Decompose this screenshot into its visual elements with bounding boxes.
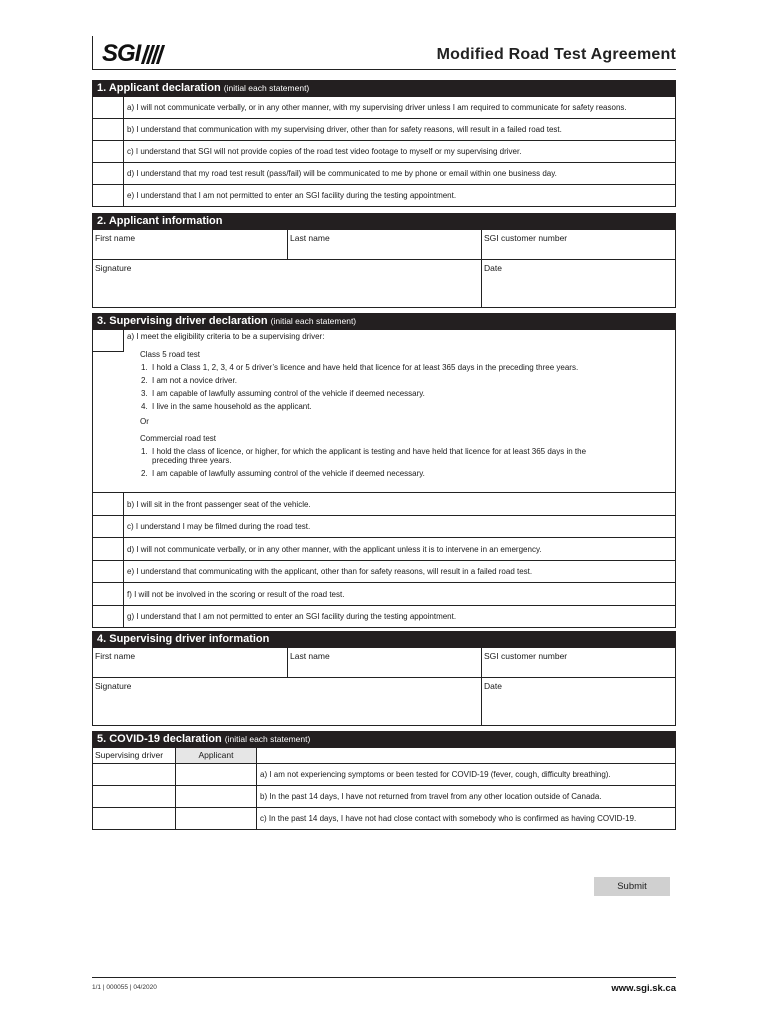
covid-row-b bbox=[92, 786, 676, 808]
statement-text: c) In the past 14 days, I have not had close contact with somebody who is confirmed as having COVID-19. bbox=[260, 814, 637, 823]
applicant-initial-field-5c[interactable] bbox=[176, 808, 257, 829]
field-label: First name bbox=[95, 233, 136, 243]
driver-last-name-field[interactable] bbox=[288, 648, 482, 677]
declaration-row-b bbox=[92, 493, 676, 516]
declaration-row-f bbox=[92, 583, 676, 606]
section-1-header bbox=[92, 80, 676, 97]
column-header-blank bbox=[257, 748, 675, 763]
eligibility-intro: a) I meet the eligibility criteria to be a supervising driver: bbox=[127, 332, 325, 341]
supervising-initial-field-5b[interactable] bbox=[93, 786, 176, 807]
covid-column-headers bbox=[92, 748, 676, 764]
section-4-header bbox=[92, 631, 676, 648]
applicant-customer-number-field[interactable] bbox=[482, 230, 675, 259]
declaration-row-d bbox=[92, 163, 676, 185]
driver-date-field[interactable] bbox=[482, 678, 675, 725]
applicant-name-row bbox=[92, 230, 676, 260]
document-title: Modified Road Test Agreement bbox=[436, 46, 676, 63]
section-supervising-driver-information bbox=[92, 631, 676, 726]
commercial-title: Commercial road test bbox=[140, 434, 217, 443]
statement-text: b) I understand that communication with my supervising driver, other than for safety reasons, will result in a failed road test. bbox=[127, 125, 562, 134]
logo-text: SGI bbox=[102, 40, 141, 67]
initial-field-1d[interactable] bbox=[93, 163, 124, 184]
section-1-title: 1. Applicant declaration bbox=[97, 82, 221, 94]
section-4-title: 4. Supervising driver information bbox=[97, 633, 270, 645]
driver-customer-number-field[interactable] bbox=[482, 648, 675, 677]
section-3-subtitle: (initial each statement) bbox=[270, 316, 357, 326]
section-supervising-driver-declaration bbox=[92, 313, 676, 628]
initial-field-3c[interactable] bbox=[93, 516, 124, 537]
header-corner-line bbox=[92, 36, 93, 70]
initial-field-1b[interactable] bbox=[93, 119, 124, 140]
section-3-title: 3. Supervising driver declaration bbox=[97, 315, 268, 327]
list-item: 3. I am capable of lawfully assuming control of the vehicle if deemed necessary. bbox=[141, 389, 425, 398]
declaration-row-eligibility bbox=[92, 330, 676, 493]
applicant-initial-field-5b[interactable] bbox=[176, 786, 257, 807]
applicant-last-name-field[interactable] bbox=[288, 230, 482, 259]
website-link[interactable]: www.sgi.sk.ca bbox=[611, 983, 676, 994]
statement-text: d) I will not communicate verbally, or in any other manner, with the applicant unless it is to intervene in an emergency. bbox=[127, 544, 542, 554]
commercial-list bbox=[127, 447, 672, 478]
applicant-first-name-field[interactable] bbox=[93, 230, 288, 259]
initial-field-1a[interactable] bbox=[93, 97, 124, 118]
applicant-initial-field-5a[interactable] bbox=[176, 764, 257, 785]
declaration-row-g bbox=[92, 606, 676, 628]
or-text: Or bbox=[140, 417, 149, 426]
list-item: 4. I live in the same household as the applicant. bbox=[141, 402, 312, 411]
statement-text: c) I understand that SGI will not provide copies of the road test video footage to myself or my supervising driver. bbox=[127, 147, 522, 156]
page-header bbox=[92, 36, 676, 70]
field-label: Signature bbox=[95, 681, 132, 691]
declaration-row-d bbox=[92, 538, 676, 561]
class5-title: Class 5 road test bbox=[140, 350, 201, 359]
statement-text: c) I understand I may be filmed during the road test. bbox=[127, 522, 311, 531]
page-footer bbox=[92, 977, 676, 997]
statement-text: e) I understand that communicating with the applicant, other than for safety reasons, will result in a failed road test. bbox=[127, 567, 533, 576]
section-applicant-declaration bbox=[92, 80, 676, 207]
list-item: 1. I hold the class of licence, or higher, for which the applicant is testing and have held that licence for at least 365 days in the preceding three years. bbox=[141, 447, 587, 465]
section-5-title: 5. COVID-19 declaration bbox=[97, 733, 222, 745]
initial-field-1c[interactable] bbox=[93, 141, 124, 162]
supervising-initial-field-5c[interactable] bbox=[93, 808, 176, 829]
applicant-signature-row bbox=[92, 260, 676, 308]
column-header-supervising-driver: Supervising driver bbox=[93, 748, 176, 763]
statement-text: a) I am not experiencing symptoms or been tested for COVID-19 (fever, cough, difficulty breathing). bbox=[260, 770, 611, 779]
field-label: Date bbox=[484, 263, 502, 273]
initial-field-3e[interactable] bbox=[93, 561, 124, 582]
statement-text: e) I understand that I am not permitted to enter an SGI facility during the testing appointment. bbox=[127, 191, 457, 200]
declaration-row-e bbox=[92, 185, 676, 207]
class5-list bbox=[127, 363, 672, 411]
column-header-applicant: Applicant bbox=[176, 748, 257, 763]
list-item: 2. I am capable of lawfully assuming control of the vehicle if deemed necessary. bbox=[141, 469, 425, 478]
initial-field-1e[interactable] bbox=[93, 185, 124, 206]
driver-signature-field[interactable] bbox=[93, 678, 482, 725]
field-label: SGI customer number bbox=[484, 651, 568, 661]
declaration-row-c bbox=[92, 516, 676, 538]
field-label: Signature bbox=[95, 263, 132, 273]
declaration-row-b bbox=[92, 119, 676, 141]
section-5-header bbox=[92, 731, 676, 748]
section-applicant-information bbox=[92, 213, 676, 308]
eligibility-block bbox=[124, 330, 675, 484]
section-1-subtitle: (initial each statement) bbox=[223, 83, 310, 93]
section-2-header bbox=[92, 213, 676, 230]
driver-first-name-field[interactable] bbox=[93, 648, 288, 677]
field-label: First name bbox=[95, 651, 136, 661]
declaration-row-a bbox=[92, 97, 676, 119]
covid-row-a bbox=[92, 764, 676, 786]
field-label: Date bbox=[484, 681, 502, 691]
supervising-initial-field-5a[interactable] bbox=[93, 764, 176, 785]
form-code: 1/1 | 000055 | 04/2020 bbox=[92, 984, 157, 991]
statement-text: b) I will sit in the front passenger seat of the vehicle. bbox=[127, 499, 311, 509]
initial-field-3g[interactable] bbox=[93, 606, 124, 627]
statement-text: g) I understand that I am not permitted to enter an SGI facility during the testing appointment. bbox=[127, 612, 457, 621]
statement-text: b) In the past 14 days, I have not returned from travel from any other location outside of Canada. bbox=[260, 792, 602, 801]
field-label: SGI customer number bbox=[484, 233, 568, 243]
applicant-date-field[interactable] bbox=[482, 260, 675, 307]
declaration-row-e bbox=[92, 561, 676, 583]
statement-text: f) I will not be involved in the scoring or result of the road test. bbox=[127, 589, 345, 599]
field-label: Last name bbox=[290, 233, 330, 243]
section-3-header bbox=[92, 313, 676, 330]
initial-field-3b[interactable] bbox=[93, 493, 124, 515]
section-2-title: 2. Applicant information bbox=[97, 215, 223, 227]
logo-bars-icon bbox=[144, 44, 162, 64]
applicant-signature-field[interactable] bbox=[93, 260, 482, 307]
initial-field-3a[interactable] bbox=[93, 330, 124, 352]
list-item: 1. I hold a Class 1, 2, 3, 4 or 5 driver’s licence and have held that licence for at least 365 days in the preceding three years. bbox=[141, 363, 579, 372]
list-item: 2. I am not a novice driver. bbox=[141, 376, 237, 385]
driver-signature-row bbox=[92, 678, 676, 726]
declaration-row-c bbox=[92, 141, 676, 163]
sgi-logo bbox=[102, 42, 162, 66]
statement-text: d) I understand that my road test result (pass/fail) will be communicated to me by phone or email within one business day. bbox=[127, 169, 557, 178]
covid-row-c bbox=[92, 808, 676, 830]
statement-text: a) I will not communicate verbally, or in any other manner, with my supervising driver unless I am required to communicate for safety reasons. bbox=[127, 103, 627, 112]
section-5-subtitle: (initial each statement) bbox=[224, 734, 311, 744]
driver-name-row bbox=[92, 648, 676, 678]
initial-field-3f[interactable] bbox=[93, 583, 124, 605]
submit-button[interactable]: Submit bbox=[594, 877, 670, 896]
section-covid-declaration bbox=[92, 731, 676, 830]
field-label: Last name bbox=[290, 651, 330, 661]
initial-field-3d[interactable] bbox=[93, 538, 124, 560]
